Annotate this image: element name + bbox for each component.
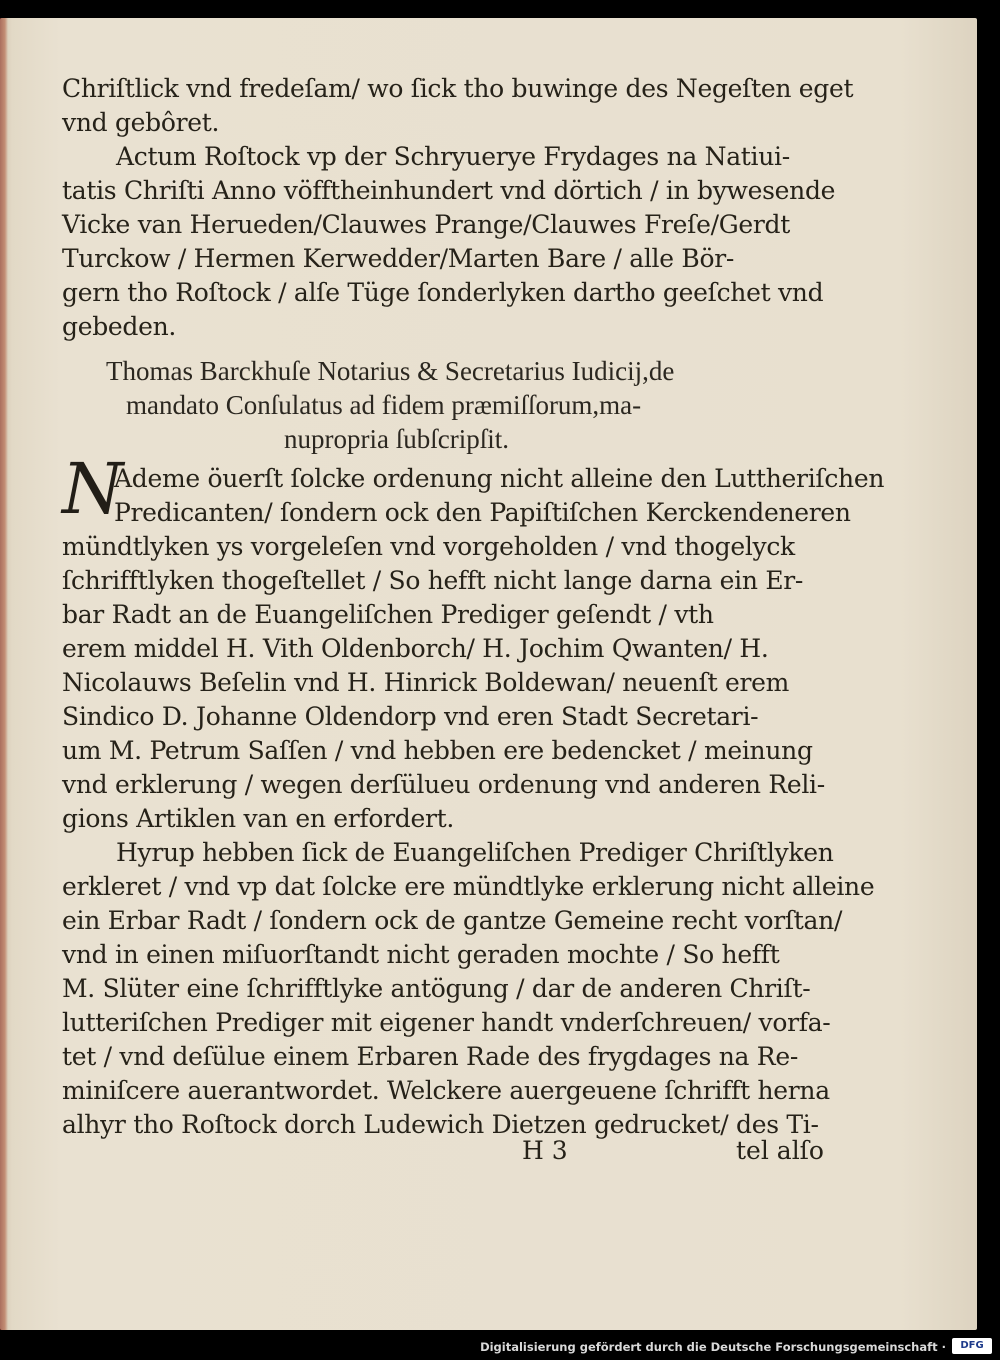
text-line: erkleret / vnd vp dat ſolcke ere mündtlyke erklerung nicht alleine bbox=[62, 872, 875, 901]
funding-credit: Digitalisierung gefördert durch die Deutsche Forschungsgemeinschaft · bbox=[480, 1340, 946, 1354]
text-line: M. Slüter eine ſchrifftlyke antögung / dar de anderen Chriſt- bbox=[62, 974, 811, 1003]
text-line: ſchrifftlyken thogeſtellet / So hefft nicht lange darna ein Er- bbox=[62, 566, 804, 595]
text-line: tet / vnd deſülue einem Erbaren Rade des frygdages na Re- bbox=[62, 1042, 798, 1071]
text-line: mündtlyken ys vorgeleſen vnd vorgeholden / vnd thogelyck bbox=[62, 532, 795, 561]
text-line: gebeden. bbox=[62, 312, 177, 341]
signature-mark: H 3 bbox=[522, 1136, 568, 1165]
text-line: Turckow / Hermen Kerwedder/Marten Bare / alle Bör- bbox=[62, 244, 735, 273]
text-line: Chriſtlick vnd fredeſam/ wo ſick tho buwinge des Negeſten eget bbox=[62, 74, 854, 103]
text-line: alhyr tho Roſtock dorch Ludewich Dietzen gedrucket/ des Ti- bbox=[62, 1110, 819, 1139]
catchword: tel alſo bbox=[736, 1136, 824, 1165]
text-line: um M. Petrum Saſſen / vnd hebben ere bedencket / meinung bbox=[62, 736, 813, 765]
text-line: ein Erbar Radt / ſondern ock de gantze Gemeine recht vorſtan/ bbox=[62, 906, 843, 935]
text-line: lutteriſchen Prediger mit eigener handt vnderſchreuen/ vorfa- bbox=[62, 1008, 831, 1037]
notary-signature-line: nupropria ſubſcripſit. bbox=[284, 424, 509, 454]
text-line: Sindico D. Johanne Oldendorp vnd eren Stadt Secretari- bbox=[62, 702, 759, 731]
notary-signature-line: Thomas Barckhuſe Notarius & Secretarius Iudicij,de bbox=[106, 356, 675, 386]
text-line: gions Artiklen van en erfordert. bbox=[62, 804, 455, 833]
text-line: vnd gebôret. bbox=[62, 108, 220, 137]
text-line: Hyrup hebben ſick de Euangeliſchen Prediger Chriſtlyken bbox=[116, 838, 834, 867]
text-line: vnd erklerung / wegen derſülueu ordenung vnd anderen Reli- bbox=[62, 770, 825, 799]
text-line: vnd in einen miſuorſtandt nicht geraden mochte / So hefft bbox=[62, 940, 780, 969]
drop-capital: N bbox=[62, 448, 124, 530]
text-line: miniſcere auerantwordet. Welckere auergeuene ſchrifft herna bbox=[62, 1076, 830, 1105]
text-line: Vicke van Herueden/Clauwes Prange/Clauwes Freſe/Gerdt bbox=[62, 210, 790, 239]
text-line: Actum Roſtock vp der Schryuerye Frydages na Natiui- bbox=[116, 142, 790, 171]
text-line: gern tho Roſtock / alſe Tüge ſonderlyken dartho geeſchet vnd bbox=[62, 278, 824, 307]
notary-signature-line: mandato Conſulatus ad fidem præmiſſorum,ma- bbox=[126, 390, 642, 420]
attribution-bar bbox=[0, 1330, 1000, 1360]
text-line: bar Radt an de Euangeliſchen Prediger geſendt / vth bbox=[62, 600, 714, 629]
page-binding-edge bbox=[0, 18, 8, 1330]
dfg-logo[interactable]: DFG bbox=[952, 1338, 992, 1354]
text-line: Nicolauws Beſelin vnd H. Hinrick Boldewan/ neuenſt erem bbox=[62, 668, 790, 697]
text-line: Predicanten/ ſondern ock den Papiſtiſchen Kerckendeneren bbox=[114, 498, 851, 527]
text-line: tatis Chriſti Anno vöfftheinhundert vnd dörtich / in bywesende bbox=[62, 176, 836, 205]
text-line: Ademe öuerſt ſolcke ordenung nicht alleine den Luttheriſchen bbox=[114, 464, 885, 493]
text-line: erem middel H. Vith Oldenborch/ H. Jochim Qwanten/ H. bbox=[62, 634, 769, 663]
